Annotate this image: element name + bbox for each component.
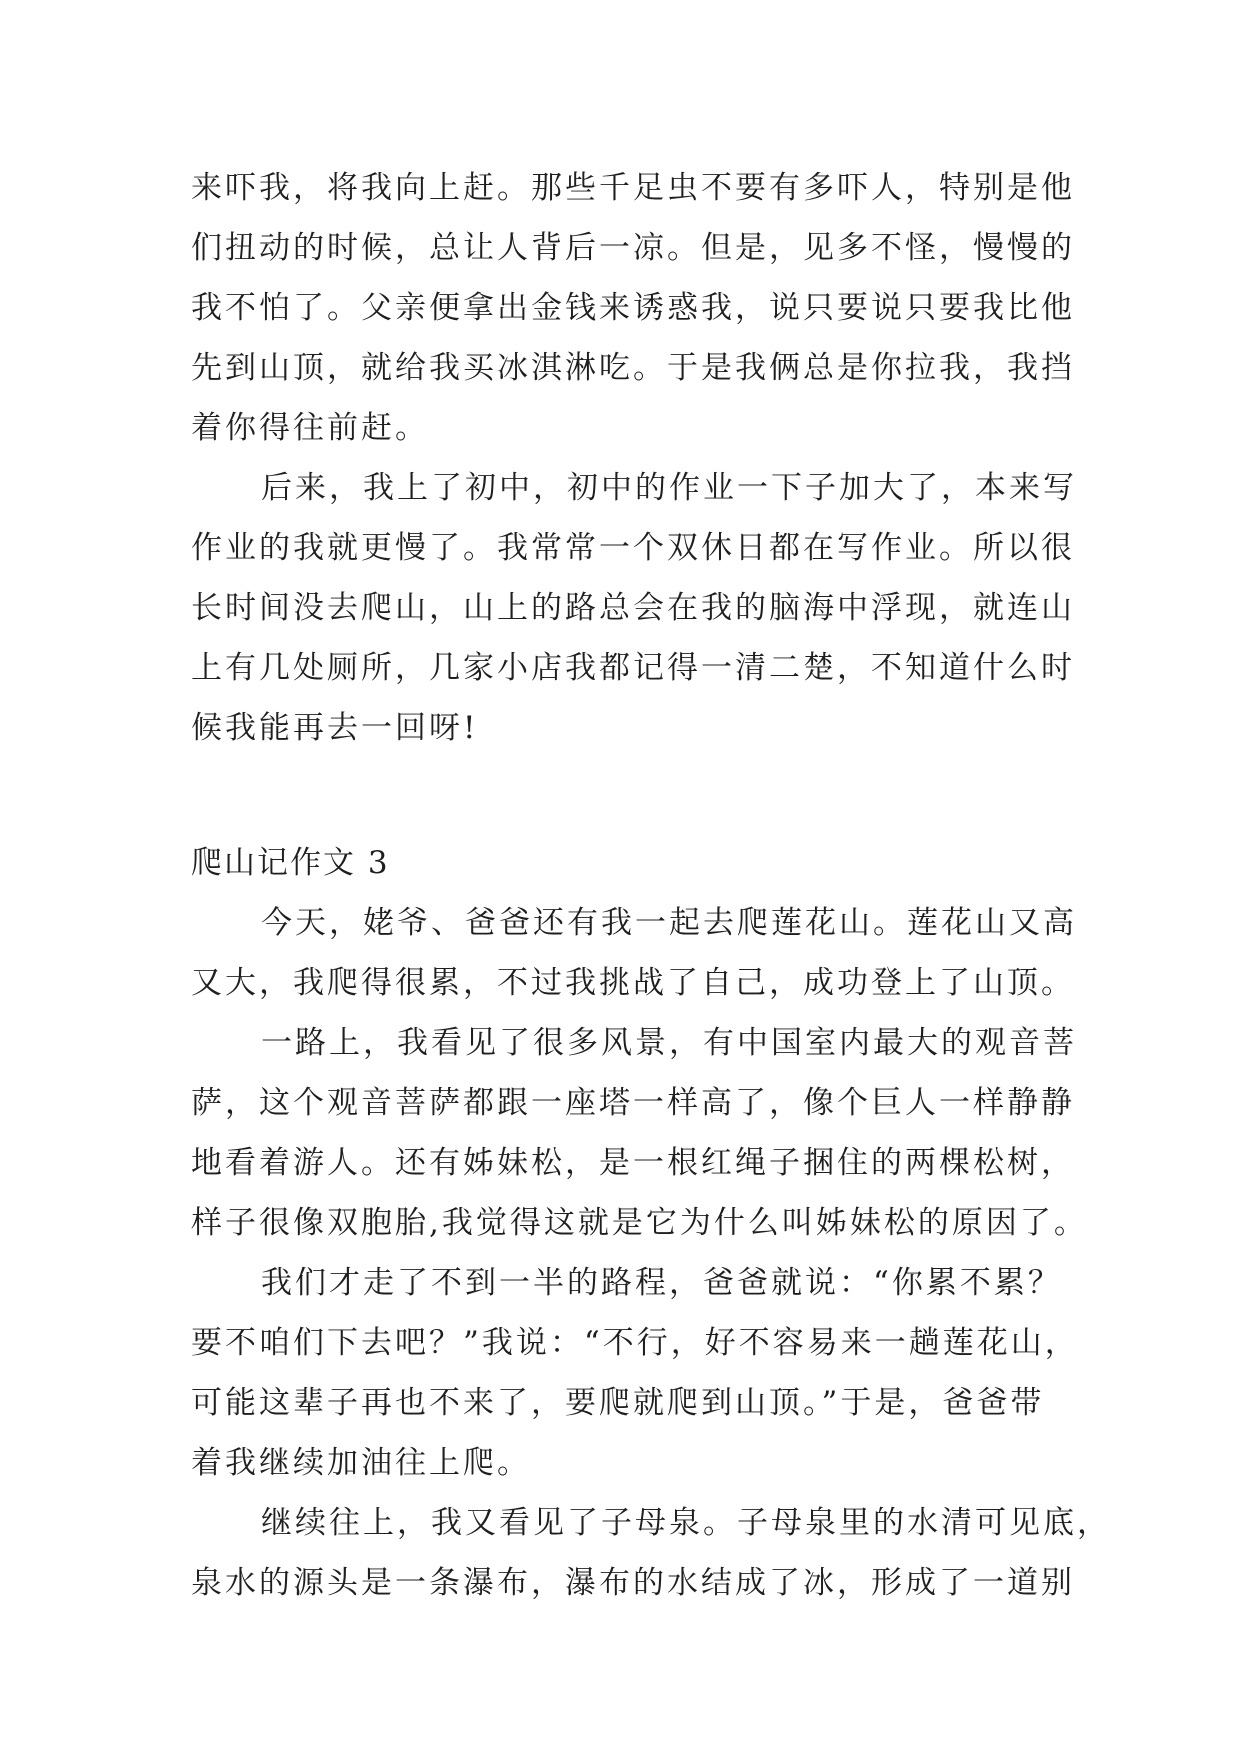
text-line: 候我能再去一回呀! <box>191 710 479 746</box>
text-line: 作业的我就更慢了。我常常一个双休日都在写作业。所以很 <box>191 530 1075 566</box>
text-line: 一路上，我看见了很多风景，有中国室内最大的观音菩 <box>261 1025 1077 1061</box>
previous-section <box>191 158 1077 758</box>
text-line: 上有几处厕所，几家小店我都记得一清二楚，不知道什么时 <box>191 650 1075 686</box>
text-line: 地看着游人。还有姊妹松，是一根红绳子捆住的两棵松树， <box>191 1145 1075 1181</box>
text-line: 来吓我，将我向上赶。那些千足虫不要有多吓人，特别是他 <box>191 170 1075 206</box>
text-line: 我们才走了不到一半的路程，爸爸就说：“你累不累？ <box>261 1265 1062 1301</box>
section-heading: 爬山记作文 3 <box>191 845 390 881</box>
text-line: 后来，我上了初中，初中的作业一下子加大了，本来写 <box>261 470 1077 506</box>
text-line: 们扭动的时候，总让人背后一凉。但是，见多不怪，慢慢的 <box>191 230 1075 266</box>
paragraph <box>191 458 1077 758</box>
text-line: 今天，姥爷、爸爸还有我一起去爬莲花山。莲花山又高 <box>261 905 1077 941</box>
paragraph <box>191 1253 1079 1493</box>
text-line: 又大，我爬得很累，不过我挑战了自己，成功登上了山顶。 <box>191 965 1075 1001</box>
text-line: 泉水的源头是一条瀑布，瀑布的水结成了冰，形成了一道别 <box>191 1565 1075 1601</box>
document-page <box>191 158 1111 1613</box>
text-line: 着你得往前赶。 <box>191 410 429 446</box>
text-line: 先到山顶，就给我买冰淇淋吃。于是我俩总是你拉我，我挡 <box>191 350 1075 386</box>
text-line: 着我继续加油往上爬。 <box>191 1445 531 1481</box>
text-line: 长时间没去爬山，山上的路总会在我的脑海中浮现，就连山 <box>191 590 1075 626</box>
paragraph <box>191 1493 1111 1613</box>
text-line: 样子很像双胞胎,我觉得这就是它为什么叫姊妹松的原因了。 <box>191 1205 1088 1241</box>
text-line: 可能这辈子再也不来了，要爬就爬到山顶。”于是，爸爸带 <box>191 1385 1045 1421</box>
paragraph <box>191 1013 1088 1253</box>
paragraph <box>191 893 1077 1013</box>
text-line: 继续往上，我又看见了子母泉。子母泉里的水清可见底， <box>261 1505 1111 1541</box>
text-line: 我不怕了。父亲便拿出金钱来诱惑我，说只要说只要我比他 <box>191 290 1075 326</box>
main-section <box>191 893 1111 1613</box>
text-line: 要不咱们下去吧？”我说：“不行，好不容易来一趟莲花山， <box>191 1325 1079 1361</box>
paragraph <box>191 158 1075 458</box>
section-gap <box>191 758 1071 833</box>
text-line: 萨，这个观音菩萨都跟一座塔一样高了，像个巨人一样静静 <box>191 1085 1075 1121</box>
